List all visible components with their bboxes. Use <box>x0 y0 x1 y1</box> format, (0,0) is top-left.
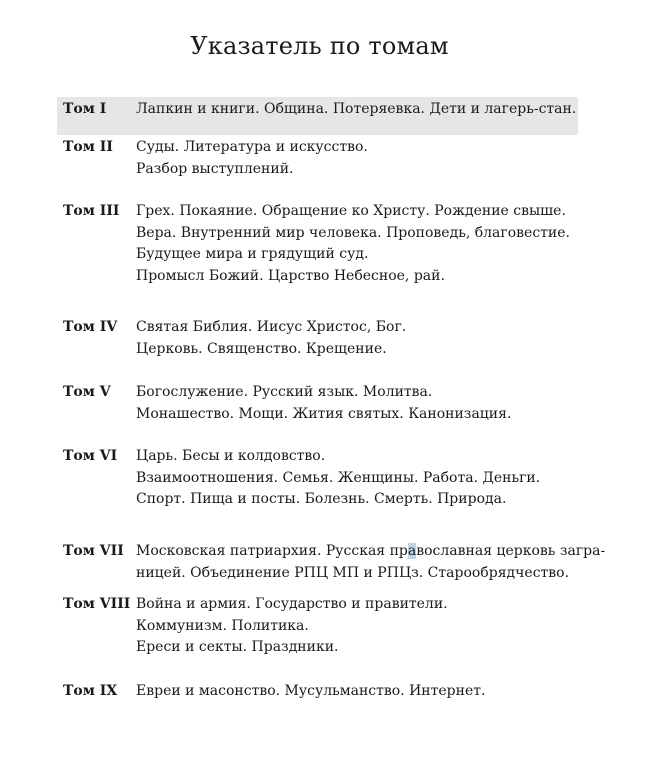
volume-topic-line: Война и армия. Государство и правители. <box>136 596 448 612</box>
text-selection[interactable]: а <box>407 543 417 559</box>
volume-topic-line: Святая Библия. Иисус Христос, Бог. <box>136 319 407 335</box>
volume-topic-line: Коммунизм. Политика. <box>136 617 309 634</box>
volume-topic-line: Монашество. Мощи. Жития святых. Канонизация. <box>136 405 512 422</box>
volume-topic-line: Вера. Внутренний мир человека. Проповедь, благовестие. <box>136 224 570 241</box>
volume-topic-line: Разбор выступлений. <box>136 160 294 177</box>
volume-topic-line: Царь. Бесы и колдовство. <box>136 448 326 464</box>
volume-topic-line: Лапкин и книги. Община. Потеряевка. Дети и лагерь-стан. <box>136 101 577 117</box>
volume-topic-line: Евреи и масонство. Мусульманство. Интернет. <box>136 683 486 699</box>
volume-label: Том VII <box>63 543 124 559</box>
volume-topic-line: ницей. Объединение РПЦ МП и РПЦз. Старообрядчество. <box>136 564 570 581</box>
volume-topic-line: Суды. Литература и искусство. <box>136 139 368 155</box>
text-run: вославная церковь загра- <box>416 543 606 559</box>
volume-label: Том VI <box>63 448 118 464</box>
volume-topic-line: Будущее мира и грядущий суд. <box>136 246 369 262</box>
volume-label: Том III <box>63 203 120 219</box>
volume-label: Том II <box>63 139 113 155</box>
page-title: Указатель по томам <box>190 32 449 60</box>
volume-topic-line: Церковь. Священство. Крещение. <box>136 340 387 357</box>
volume-topic-line: Богослужение. Русский язык. Молитва. <box>136 384 433 400</box>
volume-topic-line: Взаимоотношения. Семья. Женщины. Работа. Деньги. <box>136 469 541 486</box>
volume-label: Том I <box>63 101 107 117</box>
volume-label: Том V <box>63 384 111 400</box>
volume-topic-line: Ереси и секты. Праздники. <box>136 639 339 655</box>
volume-topic-line: Спорт. Пища и посты. Болезнь. Смерть. Природа. <box>136 491 507 507</box>
volume-topic-line: Грех. Покаяние. Обращение ко Христу. Рождение свыше. <box>136 203 566 219</box>
volume-topic-line: Промысл Божий. Царство Небесное, рай. <box>136 267 445 284</box>
text-run: Московская патриархия. Русская пр <box>136 543 408 559</box>
volume-label: Том IV <box>63 319 118 335</box>
volume-label: Том IX <box>63 683 118 699</box>
volume-label: Том VIII <box>63 596 131 612</box>
